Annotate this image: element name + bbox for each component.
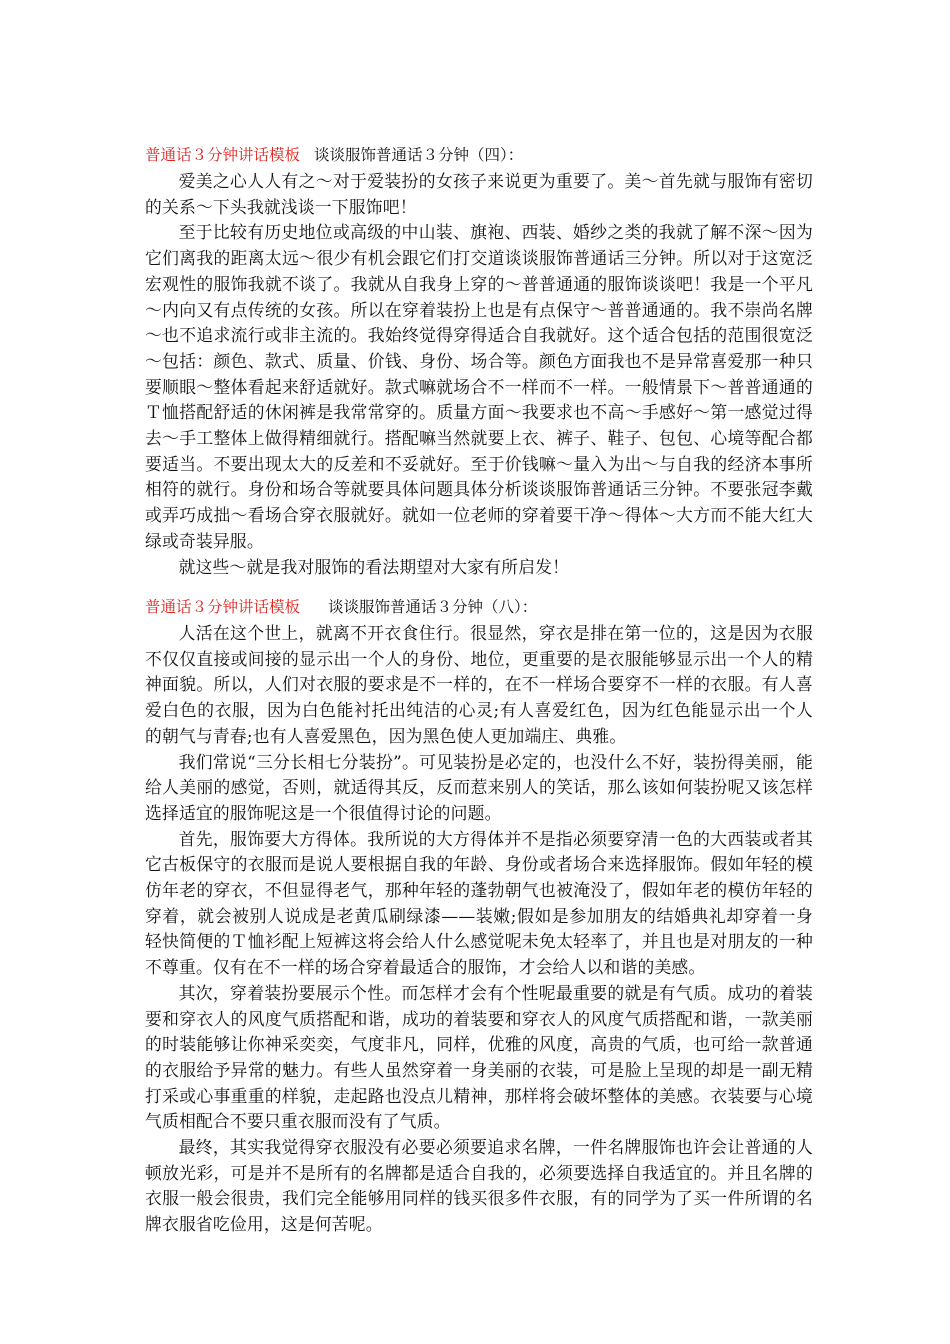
paragraph: 其次，穿着装扮要展示个性。而怎样才会有个性呢最重要的就是有气质。成功的着装要和穿衣人的风度气质搭配和谐，成功的着装要和穿衣人的风度气质搭配和谐，一款美丽的时装能够让你神采奕奕，气度非凡，同样，优雅的风度，高贵的气质，也可给一款普通的衣服给予异常的魅力。有些人虽然穿着一身美丽的衣装，可是脸上呈现的却是一副无精打采或心事重重的样貌，走起路也没点儿精神，那样将会破坏整体的美感。衣装要与心境气质相配合不要只重衣服而没有了气质。 [145,982,813,1132]
paragraph: 至于比较有历史地位或高级的中山装、旗袍、西装、婚纱之类的我就了解不深～因为它们离我的距离太远～很少有机会跟它们打交道谈谈服饰普通话三分钟。所以对于这宽泛宏观性的服饰我就不谈了。我就从自我身上穿的～普普通通的服饰谈谈吧！我是一个平凡～内向又有点传统的女孩。所以在穿着装扮上也是有点保守～普普通通的。我不崇尚名牌～也不追求流行或非主流的。我始终觉得穿得适合自我就好。这个适合包括的范围很宽泛～包括：颜色、款式、质量、价钱、身份、场合等。颜色方面我也不是异常喜爱那一种只要顺眼～整体看起来舒适就好。款式嘛就场合不一样而不一样。一般情景下～普普通通的Ｔ恤搭配舒适的休闲裤是我常常穿的。质量方面～我要求也不高～手感好～第一感觉过得去～手工整体上做得精细就行。搭配嘛当然就要上衣、裤子、鞋子、包包、心境等配合都要适当。不要出现太大的反差和不妥就好。至于价钱嘛～量入为出～与自我的经济本事所相符的就行。身份和场合等就要具体问题具体分析谈谈服饰普通话三分钟。不要张冠李戴或弄巧成拙～看场合穿衣服就好。就如一位老师的穿着要干净～得体～大方而不能大红大绿或奇装异服。 [145,222,813,551]
section-heading [145,144,813,166]
article-section-eight [145,596,813,1238]
template-label: 普通话３分钟讲话模板 [145,146,301,164]
article-section-four [145,144,813,580]
paragraph: 首先，服饰要大方得体。我所说的大方得体并不是指必须要穿清一色的大西装或者其它古板保守的衣服而是说人要根据自我的年龄、身份或者场合来选择服饰。假如年轻的模仿年老的穿衣，不但显得老气，那种年轻的蓬勃朝气也被淹没了，假如年老的模仿年轻的穿着，就会被别人说成是老黄瓜刷绿漆——装嫩;假如是参加朋友的结婚典礼却穿着一身轻快简便的Ｔ恤衫配上短裤这将会给人什么感觉呢未免太轻率了，并且也是对朋友的一种不尊重。仅有在不一样的场合穿着最适合的服饰，才会给人以和谐的美感。 [145,828,813,978]
paragraph: 人活在这个世上，就离不开衣食住行。很显然，穿衣是排在第一位的，这是因为衣服不仅仅直接或间接的显示出一个人的身份、地位，更重要的是衣服能够显示出一个人的精神面貌。所以，人们对衣服的要求是不一样的，在不一样场合要穿不一样的衣服。有人喜爱白色的衣服，因为白色能衬托出纯洁的心灵;有人喜爱红色，因为红色能显示出一个人的朝气与青春;也有人喜爱黑色，因为黑色使人更加端庄、典雅。 [145,623,813,746]
section-title: 谈谈服饰普通话３分钟（四）： [314,146,524,164]
paragraph: 就这些～就是我对服饰的看法期望对大家有所启发！ [178,556,570,577]
template-label: 普通话３分钟讲话模板 [145,598,301,616]
section-heading [145,596,813,618]
section-title: 谈谈服饰普通话３分钟（八）： [328,598,538,616]
paragraph: 我们常说“三分长相七分装扮”。可见装扮是必定的，也没什么不好，装扮得美丽，能给人美丽的感觉，否则，就适得其反，反而惹来别人的笑话，那么该如何装扮呢又该怎样选择适宜的服饰呢这是一个很值得讨论的问题。 [145,751,813,823]
paragraph: 爱美之心人人有之～对于爱装扮的女孩子来说更为重要了。美～首先就与服饰有密切的关系～下头我就浅谈一下服饰吧！ [145,171,813,217]
paragraph: 最终，其实我觉得穿衣服没有必要必须要追求名牌，一件名牌服饰也许会让普通的人顿放光彩，可是并不是所有的名牌都是适合自我的，必须要选择自我适宜的。并且名牌的衣服一般会很贵，我们完全能够用同样的钱买很多件衣服，有的同学为了买一件所谓的名牌衣服省吃俭用，这是何苦呢。 [145,1137,813,1235]
